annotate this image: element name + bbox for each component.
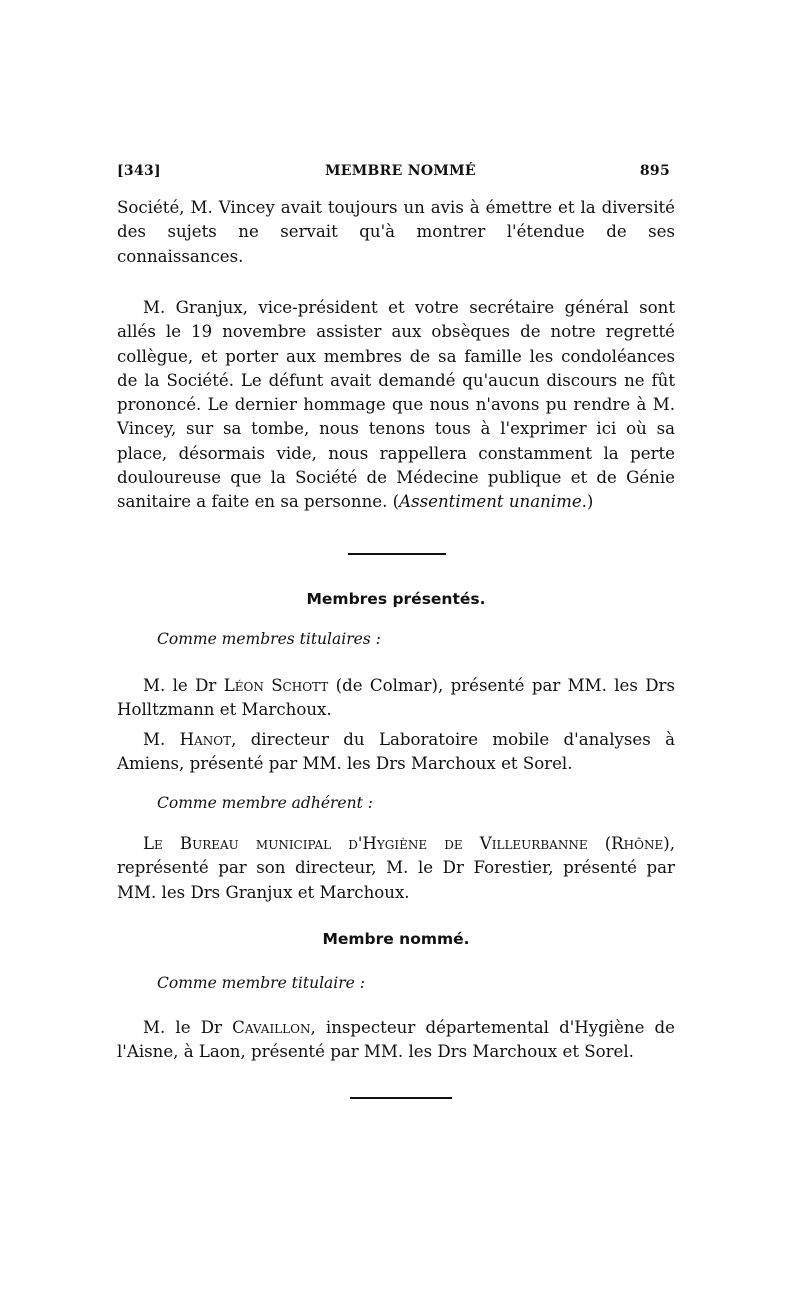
label-titular-member: Comme membre titulaire : — [157, 974, 365, 992]
entry-text: (de Colmar), présenté par MM. les Drs Holltzmann et Marchoux. — [117, 676, 675, 720]
member-name: Léon Schott — [223, 676, 329, 695]
assent-note: Assentiment unanime. — [399, 492, 587, 512]
header-page-number: 895 — [639, 163, 670, 179]
entry-text: M. — [143, 730, 180, 749]
heading-member-named: Membre nommé. — [322, 930, 470, 948]
paragraph-text: ) — [586, 492, 594, 512]
member-name: Le Bureau municipal d'Hygiène de Villeurbanne (Rhône) — [143, 834, 670, 853]
label-adherent-member: Comme membre adhérent : — [157, 794, 373, 812]
header-section-number: [343] — [117, 163, 161, 179]
header-title: MEMBRE NOMMÉ — [324, 163, 476, 179]
heading-members-presented: Membres présentés. — [306, 590, 486, 608]
running-header — [117, 163, 670, 179]
paragraph-obituary — [117, 296, 675, 515]
paragraph-text: M. Granjux, vice-président et votre secrétaire général sont allés le 19 novembre assister aux obsèques de notre regretté collègue, et porter aux membres de sa famille les condoléances de la Société. Le défunt avait demandé qu'aucun discours ne fût prononcé. Le dernier hommage que nous n'avons pu rendre à M. Vincey, sur sa tombe, nous tenons tous à l'exprimer ici où sa place, désormais vide, nous rappellera constamment la perte douloureuse que la Société de Médecine publique et de Génie sanitaire a faite en sa personne. ( — [117, 298, 675, 512]
entry-text: , représenté par son directeur, M. le Dr Forestier, présenté par MM. les Drs Granjux et Marchoux. — [117, 834, 675, 902]
entry-cavaillon — [117, 1016, 675, 1065]
entry-schott — [117, 674, 675, 723]
paragraph-text: Société, M. Vincey avait toujours un avis à émettre et la diversité des sujets ne servait qu'à montrer l'étendue de ses connaissances. — [117, 198, 675, 266]
entry-text: , directeur du Laboratoire mobile d'analyses à Amiens, présenté par MM. les Drs Marchoux et Sorel. — [117, 730, 676, 774]
section-divider — [348, 553, 446, 555]
closing-divider — [350, 1097, 452, 1099]
entry-text: M. le Dr — [143, 676, 224, 695]
member-name: Hanot — [179, 730, 232, 749]
member-name: Cavaillon — [232, 1018, 311, 1037]
entry-hanot — [117, 728, 675, 777]
entry-text: M. le Dr — [143, 1018, 233, 1037]
label-titular-members: Comme membres titulaires : — [157, 630, 381, 648]
entry-villeurbanne — [117, 832, 675, 905]
paragraph-continuation — [117, 196, 675, 269]
entry-text: , inspecteur départemental d'Hygiène de l'Aisne, à Laon, présenté par MM. les Drs Marchoux et Sorel. — [117, 1018, 676, 1062]
